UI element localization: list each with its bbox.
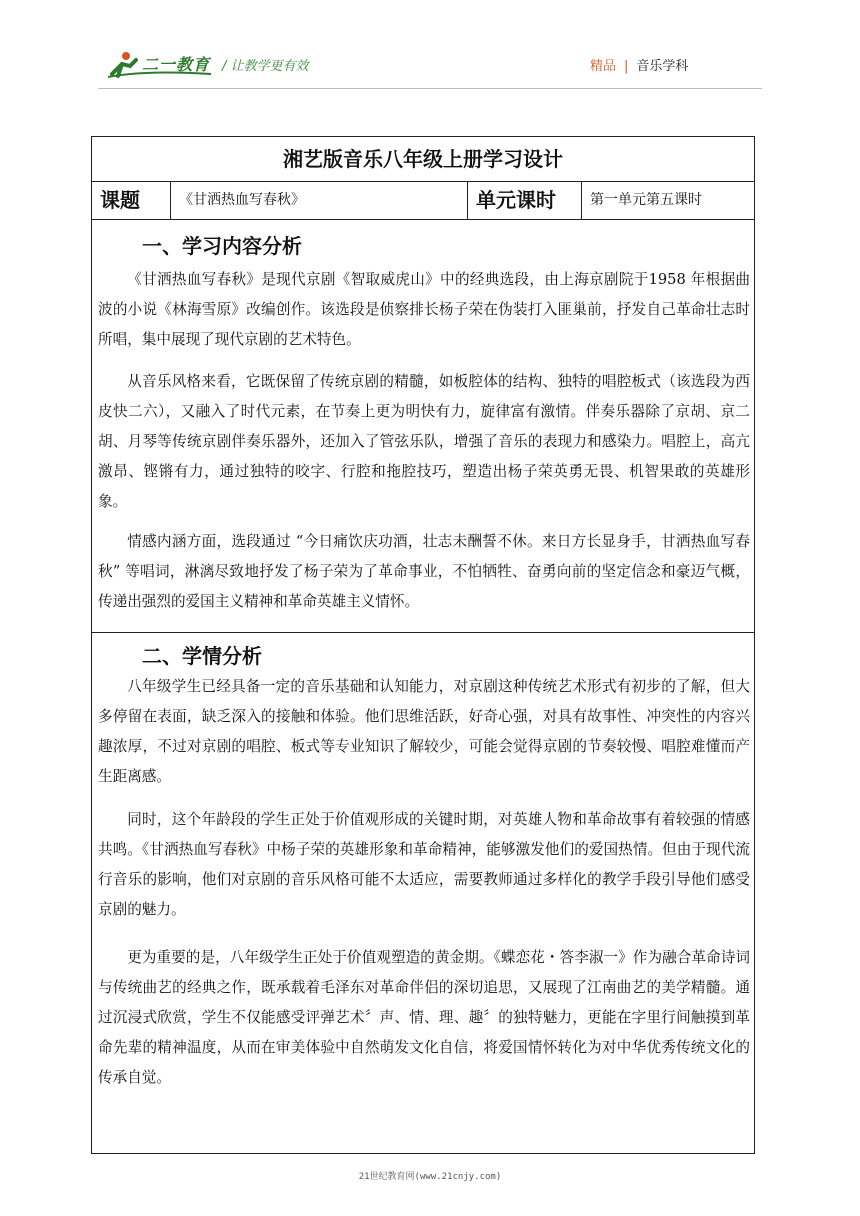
subject-tag: 音乐学科	[636, 59, 689, 74]
header-tags	[590, 55, 688, 74]
paragraph: 八年级学生已经具备一定的音乐基础和认知能力，对京剧这种传统艺术形式有初步的了解，但大多停留在表面，缺乏深入的接触和体验。他们思维活跃，好奇心强，对具有故事性、冲突性的内容兴趣浓厚，不过对京剧的唱腔、板式等专业知识了解较少，可能会觉得京剧的节奏较慢、唱腔难懂而产生距离感。	[98, 678, 750, 785]
section-title: 一、学习内容分析	[142, 234, 302, 258]
meta-row	[92, 182, 754, 220]
unit-label: 单元课时	[468, 182, 582, 219]
section-title: 二、学情分析	[142, 644, 262, 668]
lesson-label: 课题	[92, 182, 171, 219]
document-title: 湘艺版音乐八年级上册学习设计	[92, 137, 754, 182]
brand-name: 二一教育	[142, 55, 211, 74]
lesson-design-table	[91, 136, 755, 1154]
lesson-value: 《甘洒热血写春秋》	[171, 182, 468, 219]
paragraph: 从音乐风格来看，它既保留了传统京剧的精髓，如板腔体的结构、独特的唱腔板式（该选段为西皮快二六），又融入了时代元素，在节奏上更为明快有力，旋律富有激情。伴奏乐器除了京胡、京二胡、月琴等传统京剧伴奏乐器外，还加入了管弦乐队，增强了音乐的表现力和感染力。唱腔上，高亢激昂、铿锵有力，通过独特的咬字、行腔和拖腔技巧，塑造出杨子荣英勇无畏、机智果敢的英雄形象。	[98, 373, 750, 510]
header-rule	[98, 88, 762, 89]
paragraph: 更为重要的是，八年级学生正处于价值观塑造的黄金期。《蝶恋花・答李淑一》作为融合革命诗词与传统曲艺的经典之作，既承载着毛泽东对革命伴侣的深切追思，又展现了江南曲艺的美学精髓。通过沉浸式欣赏，学生不仅能感受评弹艺术〞声、情、理、趣〞的独特魅力，更能在字里行间触摸到革命先辈的精神温度，从而在审美体验中自然萌发文化自信，将爱国情怀转化为对中华优秀传统文化的传承自觉。	[98, 949, 750, 1086]
footer-credit: 21世纪教育网(www.21cnjy.com)	[358, 1172, 502, 1182]
paragraph: 《甘洒热血写春秋》是现代京剧《智取威虎山》中的经典选段，由上海京剧院于1958 年根据曲波的小说《林海雪原》改编创作。该选段是侦察排长杨子荣在伪装打入匪巢前，抒发自己革命壮志时所唱，集中展现了现代京剧的艺术特色。	[98, 271, 750, 348]
content-analysis-section	[92, 220, 754, 633]
quality-tag: 精品	[590, 59, 617, 74]
page-header	[0, 0, 860, 92]
paragraph: 情感内涵方面，选段通过 “今日痛饮庆功酒，壮志未酬誓不休。来日方长显身手，甘洒热血写春秋” 等唱词，淋漓尽致地抒发了杨子荣为了革命事业，不怕牺牲、奋勇向前的坚定信念和豪迈气概，传递出强烈的爱国主义精神和革命英雄主义情怀。	[98, 533, 750, 610]
paragraph: 同时，这个年龄段的学生正处于价值观形成的关键时期，对英雄人物和革命故事有着较强的情感共鸣。《甘洒热血写春秋》中杨子荣的英雄形象和革命精神，能够激发他们的爱国热情。但由于现代流行音乐的影响，他们对京剧的音乐风格可能不太适应，需要教师通过多样化的教学手段引导他们感受京剧的魅力。	[98, 811, 750, 918]
slogan: / 让教学更有效	[222, 59, 309, 74]
divider: |	[624, 59, 629, 74]
unit-value: 第一单元第五课时	[590, 192, 702, 208]
